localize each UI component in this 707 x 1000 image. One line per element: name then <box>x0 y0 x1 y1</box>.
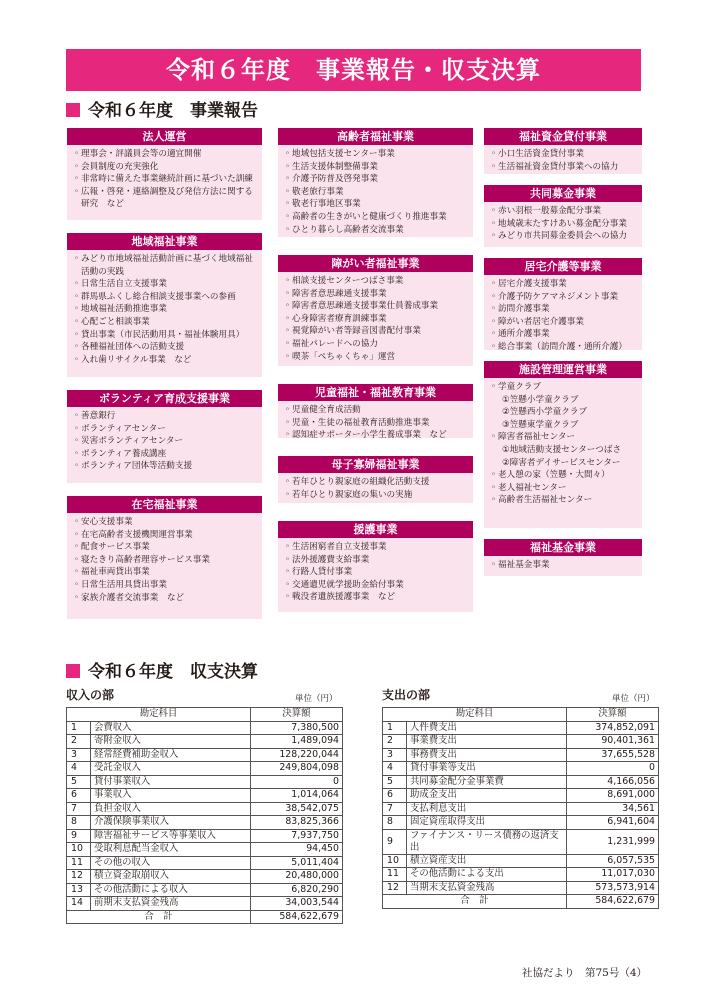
row-number: 2 <box>67 735 91 749</box>
amount: 6,941,604 <box>567 816 659 830</box>
amount: 37,655,528 <box>567 748 659 762</box>
report-box-list <box>67 513 262 606</box>
report-item: ◦ 理事会・評議員会等の適宜開催 <box>74 148 258 161</box>
report-heading-text: 令和６年度 事業報告 <box>88 101 258 121</box>
account-name: 経常経費補助金収入 <box>91 748 251 762</box>
account-name: 前期末支払資金残高 <box>91 897 251 911</box>
report-box-list <box>278 473 473 503</box>
report-item: ◦ 通所介護事業 <box>491 328 638 341</box>
report-item: ◦ みどり市共同募金委員会への協力 <box>491 230 638 243</box>
report-item: ◦ 児童健全育成活動 <box>285 404 469 417</box>
total-amount: 584,622,679 <box>567 895 659 909</box>
amount: 249,804,098 <box>251 762 343 776</box>
table-row <box>67 870 343 884</box>
row-number: 2 <box>383 735 407 749</box>
report-item: ◦ 障害者意思疎通支援事業 <box>285 288 469 301</box>
report-item: ◦ 心配ごと相談事業 <box>74 316 258 329</box>
row-number: 3 <box>383 748 407 762</box>
page-banner: 令和６年度 事業報告・収支決算 <box>66 49 641 91</box>
account-name: 会費収入 <box>91 721 251 735</box>
report-box <box>484 185 642 247</box>
budget-heading-text: 令和６年度 収支決算 <box>88 662 258 682</box>
amount: 1,014,064 <box>251 789 343 803</box>
table-row <box>383 789 659 803</box>
report-item: ◦ 高齢者生活福祉センター <box>491 494 638 507</box>
table-row <box>67 762 343 776</box>
report-item: ◦ 生活福祉資金貸付事業への協力 <box>491 161 638 174</box>
row-number: 8 <box>383 816 407 830</box>
report-item: ◦ 安心支援事業 <box>74 516 258 529</box>
table-row <box>67 816 343 830</box>
table-row <box>67 802 343 816</box>
account-name: 支払利息支出 <box>407 802 567 816</box>
amount: 7,380,500 <box>251 721 343 735</box>
report-box <box>278 128 473 237</box>
amount: 34,003,544 <box>251 897 343 911</box>
report-item: ◦ 日常生活用具貸出事業 <box>74 579 258 592</box>
table-row <box>67 843 343 857</box>
report-box-title: 施設管理運営事業 <box>484 361 642 378</box>
report-item: ◦ 若年ひとり親家庭の集いの実施 <box>285 489 469 502</box>
account-name: 事業収入 <box>91 789 251 803</box>
report-item: ◦ 在宅高齢者支援機関運営事業 <box>74 529 258 542</box>
account-name: 事業費支出 <box>407 735 567 749</box>
report-box-title: 障がい者福祉事業 <box>278 255 473 272</box>
account-name: 積立資産支出 <box>407 854 567 868</box>
report-box-title: 高齢者福祉事業 <box>278 128 473 145</box>
account-name: 共同募金配分金事業費 <box>407 775 567 789</box>
table-row <box>67 735 343 749</box>
row-number: 10 <box>383 854 407 868</box>
report-item: ◦ 地域福祉活動推進事業 <box>74 303 258 316</box>
report-box <box>484 361 642 528</box>
report-box-title: 福祉資金貸付事業 <box>484 128 642 145</box>
account-name: 人件費支出 <box>407 721 567 735</box>
heading-square-icon <box>66 664 80 678</box>
report-item: ◦ 心身障害者療育訓練事業 <box>285 313 469 326</box>
report-box-list <box>278 272 473 365</box>
report-item: ◦ 障害者意思疎通支援事業仕員養成事業 <box>285 300 469 313</box>
report-box-title: 在宅福祉事業 <box>67 496 262 513</box>
account-name: 当期末支払資金残高 <box>407 881 567 895</box>
report-box-list <box>484 275 642 356</box>
amount: 11,017,030 <box>567 868 659 882</box>
account-name: 負担金収入 <box>91 802 251 816</box>
amount: 1,489,094 <box>251 735 343 749</box>
report-item: ◦ 訪問介護事業 <box>491 303 638 316</box>
report-item: ◦ 介護予防ケアマネジメント事業 <box>491 291 638 304</box>
total-row <box>383 895 659 909</box>
report-item: ◦ ひとり暮らし高齢者交流事業 <box>285 224 469 237</box>
column-header: 勘定科目 <box>67 708 251 722</box>
table-row <box>383 802 659 816</box>
report-box <box>484 258 642 350</box>
heading-square-icon <box>66 103 80 117</box>
report-item: ◦ 寝たきり高齢者理容サービス事業 <box>74 554 258 567</box>
table-row <box>67 748 343 762</box>
report-box <box>278 521 473 612</box>
report-item: ①地域活動支援センターつばさ <box>502 444 622 455</box>
expense-table <box>382 707 659 909</box>
income-table <box>66 707 343 924</box>
report-item: ◦ 各種福祉団体への活動支援 <box>74 341 258 354</box>
account-name: 受託金収入 <box>91 762 251 776</box>
report-box-list <box>484 202 642 245</box>
total-row <box>67 910 343 924</box>
row-number: 12 <box>383 881 407 895</box>
column-header: 決算額 <box>567 708 659 722</box>
report-box-title: ボランティア育成支援事業 <box>67 390 262 407</box>
total-label: 合 計 <box>67 910 251 924</box>
account-name: 障害福祉サービス等事業収入 <box>91 829 251 843</box>
report-box <box>67 390 262 483</box>
report-item: ◦ 総合事業（訪問介護・通所介護） <box>491 341 638 354</box>
report-item: ◦ 戦没者遺族援護事業 など <box>285 591 469 604</box>
report-box-title: 共同募金事業 <box>484 185 642 202</box>
table-row <box>383 829 659 854</box>
total-label: 合 計 <box>383 895 567 909</box>
account-name: 積立資金取崩収入 <box>91 870 251 884</box>
amount: 0 <box>567 762 659 776</box>
income-title: 収入の部 <box>66 688 115 702</box>
report-item: ◦ 地域包括支援センター事業 <box>285 148 469 161</box>
table-row <box>383 762 659 776</box>
report-box-title: 児童福祉・福祉教育事業 <box>278 384 473 401</box>
amount: 90,401,361 <box>567 735 659 749</box>
account-name: 貸付事業等支出 <box>407 762 567 776</box>
report-item: ◦ 非常時に備えた事業継続計画に基づいた訓練 <box>74 173 258 186</box>
report-item: ◦ 小口生活資金貸付事業 <box>491 148 638 161</box>
report-item: ②笠懸西小学童クラブ <box>502 407 588 418</box>
report-item: ◦ ボランティア団体等活動支援 <box>74 460 258 473</box>
report-item: ◦ 家族介護者交流事業 など <box>74 592 258 605</box>
report-item: ◦ ボランティアセンター <box>74 423 258 436</box>
report-item: ◦ 居宅介護支援事業 <box>491 278 638 291</box>
report-item: ◦ 配食サービス事業 <box>74 541 258 554</box>
report-item: ◦ 赤い羽根一般募金配分事業 <box>491 205 638 218</box>
row-number: 5 <box>67 775 91 789</box>
table-header-row <box>67 708 343 722</box>
expense-title: 支出の部 <box>382 688 431 702</box>
row-number: 1 <box>383 721 407 735</box>
row-number: 9 <box>67 829 91 843</box>
report-item: ◦ 若年ひとり親家庭の組織化活動支援 <box>285 476 469 489</box>
column-header: 勘定科目 <box>383 708 567 722</box>
report-box-list <box>278 401 473 444</box>
report-item: ◦ 交通遺児就学援助金給付事業 <box>285 579 469 592</box>
report-item: ◦ 日常生活自立支援事業 <box>74 278 258 291</box>
row-number: 11 <box>67 856 91 870</box>
report-box-title: 母子寡婦福祉事業 <box>278 456 473 473</box>
amount: 1,231,999 <box>567 829 659 854</box>
row-number: 6 <box>383 789 407 803</box>
report-item: ③笠懸東学童クラブ <box>502 419 579 430</box>
report-item: ◦ 障害者福祉センター <box>491 431 638 444</box>
report-box-list <box>67 407 262 475</box>
account-name: 受取利息配当金収入 <box>91 843 251 857</box>
row-number: 9 <box>383 829 407 854</box>
amount: 20,480,000 <box>251 870 343 884</box>
amount: 6,057,535 <box>567 854 659 868</box>
table-row <box>67 856 343 870</box>
amount: 38,542,075 <box>251 802 343 816</box>
table-row <box>383 881 659 895</box>
amount: 94,450 <box>251 843 343 857</box>
row-number: 12 <box>67 870 91 884</box>
table-row <box>67 775 343 789</box>
report-item: ◦ 障がい者居宅介護事業 <box>491 316 638 329</box>
row-number: 6 <box>67 789 91 803</box>
report-box <box>278 456 473 503</box>
account-name: 寄附金収入 <box>91 735 251 749</box>
report-item: ◦ 福祉基金事業 <box>491 559 638 572</box>
report-item: ◦ 敬老旅行事業 <box>285 186 469 199</box>
report-box <box>278 255 473 366</box>
report-item: ◦ 行路人貸付事業 <box>285 566 469 579</box>
table-row <box>383 816 659 830</box>
report-box-list <box>484 145 642 175</box>
report-box <box>67 496 262 619</box>
account-name: その他活動による収入 <box>91 883 251 897</box>
account-name: 助成金支出 <box>407 789 567 803</box>
report-box-title: 法人運営 <box>67 128 262 145</box>
report-box-list <box>67 145 262 213</box>
amount: 83,825,366 <box>251 816 343 830</box>
report-item: ①笠懸小学童クラブ <box>502 394 579 405</box>
account-name: 固定資産取得支出 <box>407 816 567 830</box>
report-item: ◦ 福祉パレードへの協力 <box>285 338 469 351</box>
report-item: ◦ ボランティア養成講座 <box>74 448 258 461</box>
amount: 573,573,914 <box>567 881 659 895</box>
report-box-title: 援護事業 <box>278 521 473 538</box>
report-box-title: 居宅介護等事業 <box>484 258 642 275</box>
expense-unit: 単位（円） <box>612 694 655 704</box>
row-number: 13 <box>67 883 91 897</box>
amount: 7,937,750 <box>251 829 343 843</box>
report-item: ◦ 介護予防普及啓発事業 <box>285 173 469 186</box>
report-item: ◦ 喫茶「ぺちゃくちゃ」運営 <box>285 351 469 364</box>
report-item: ◦ 生活困窮者自立支援事業 <box>285 541 469 554</box>
report-item: ◦ 会員制度の充実強化 <box>74 161 258 174</box>
report-item: ◦ 認知症サポーター小学生養成事業 など <box>285 429 469 442</box>
report-heading <box>66 99 258 123</box>
report-box-list <box>484 556 642 574</box>
report-item: ◦ 児童・生徒の福祉教育活動推進事業 <box>285 417 469 430</box>
account-name: ファイナンス・リース債務の返済支出 <box>407 829 567 854</box>
amount: 374,852,091 <box>567 721 659 735</box>
table-row <box>383 735 659 749</box>
report-box <box>278 384 473 441</box>
report-item: ◦ 相談支援センターつばさ事業 <box>285 275 469 288</box>
amount: 34,561 <box>567 802 659 816</box>
row-number: 8 <box>67 816 91 830</box>
report-item: ②障害者デイサービスセンター <box>502 457 621 468</box>
row-number: 1 <box>67 721 91 735</box>
report-item: ◦ 善意銀行 <box>74 410 258 423</box>
row-number: 4 <box>383 762 407 776</box>
table-row <box>67 883 343 897</box>
report-item: ◦ 群馬県ふくし総合相談支援事業への参画 <box>74 291 258 304</box>
report-box <box>67 233 262 377</box>
row-number: 10 <box>67 843 91 857</box>
report-item: ◦ 広報・啓発・連絡調整及び発信方法に関する研究 など <box>74 186 258 211</box>
table-row <box>67 721 343 735</box>
row-number: 14 <box>67 897 91 911</box>
row-number: 5 <box>383 775 407 789</box>
report-box-list <box>484 378 642 509</box>
amount: 5,011,404 <box>251 856 343 870</box>
total-amount: 584,622,679 <box>251 910 343 924</box>
account-name: その他活動による支出 <box>407 868 567 882</box>
row-number: 7 <box>67 802 91 816</box>
report-item: ◦ 災害ボランティアセンター <box>74 435 258 448</box>
table-header-row <box>383 708 659 722</box>
account-name: その他の収入 <box>91 856 251 870</box>
report-item: ◦ 福祉車両貸出事業 <box>74 566 258 579</box>
budget-heading <box>66 660 258 684</box>
table-row <box>383 868 659 882</box>
report-box <box>67 128 262 220</box>
report-item: ◦ 貸出事業（市民活動用具・福祉体験用具） <box>74 329 258 342</box>
report-box-title: 福祉基金事業 <box>484 539 642 556</box>
account-name: 事務費支出 <box>407 748 567 762</box>
report-item: ◦ 敬老行事地区事業 <box>285 198 469 211</box>
report-item: ◦ 高齢者の生きがいと健康づくり推進事業 <box>285 211 469 224</box>
table-row <box>67 897 343 911</box>
report-box <box>484 539 642 576</box>
report-item: ◦ 学童クラブ <box>491 381 638 394</box>
report-box-list <box>278 145 473 238</box>
report-item: ◦ 地域歳末たすけあい募金配分事業 <box>491 218 638 231</box>
report-item: ◦ 老人福祉センター <box>491 482 638 495</box>
report-box-list <box>67 250 262 368</box>
table-row <box>383 775 659 789</box>
row-number: 3 <box>67 748 91 762</box>
table-row <box>67 789 343 803</box>
table-row <box>383 721 659 735</box>
amount: 128,220,044 <box>251 748 343 762</box>
report-item: ◦ 視覚障がい者等録音図書配付事業 <box>285 325 469 338</box>
report-item: ◦ 生活支援体制整備事業 <box>285 161 469 174</box>
row-number: 11 <box>383 868 407 882</box>
row-number: 7 <box>383 802 407 816</box>
income-unit: 単位（円） <box>295 694 338 704</box>
table-row <box>383 748 659 762</box>
column-header: 決算額 <box>251 708 343 722</box>
page-footer: 社協だより 第75号（4） <box>521 967 647 979</box>
report-item: ◦ 法外援護費支給事業 <box>285 554 469 567</box>
account-name: 貸付事業収入 <box>91 775 251 789</box>
amount: 6,820,290 <box>251 883 343 897</box>
amount: 0 <box>251 775 343 789</box>
report-item: ◦ 入れ歯リサイクル事業 など <box>74 354 258 367</box>
account-name: 介護保険事業収入 <box>91 816 251 830</box>
report-item: ◦ 老人憩の家（笠懸・大間々） <box>491 469 638 482</box>
report-box-list <box>278 538 473 606</box>
report-item: ◦ みどり市地域福祉活動計画に基づく地域福祉活動の実践 <box>74 253 258 278</box>
amount: 8,691,000 <box>567 789 659 803</box>
table-row <box>67 829 343 843</box>
table-row <box>383 854 659 868</box>
report-box-title: 地域福祉事業 <box>67 233 262 250</box>
row-number: 4 <box>67 762 91 776</box>
amount: 4,166,056 <box>567 775 659 789</box>
report-box <box>484 128 642 174</box>
